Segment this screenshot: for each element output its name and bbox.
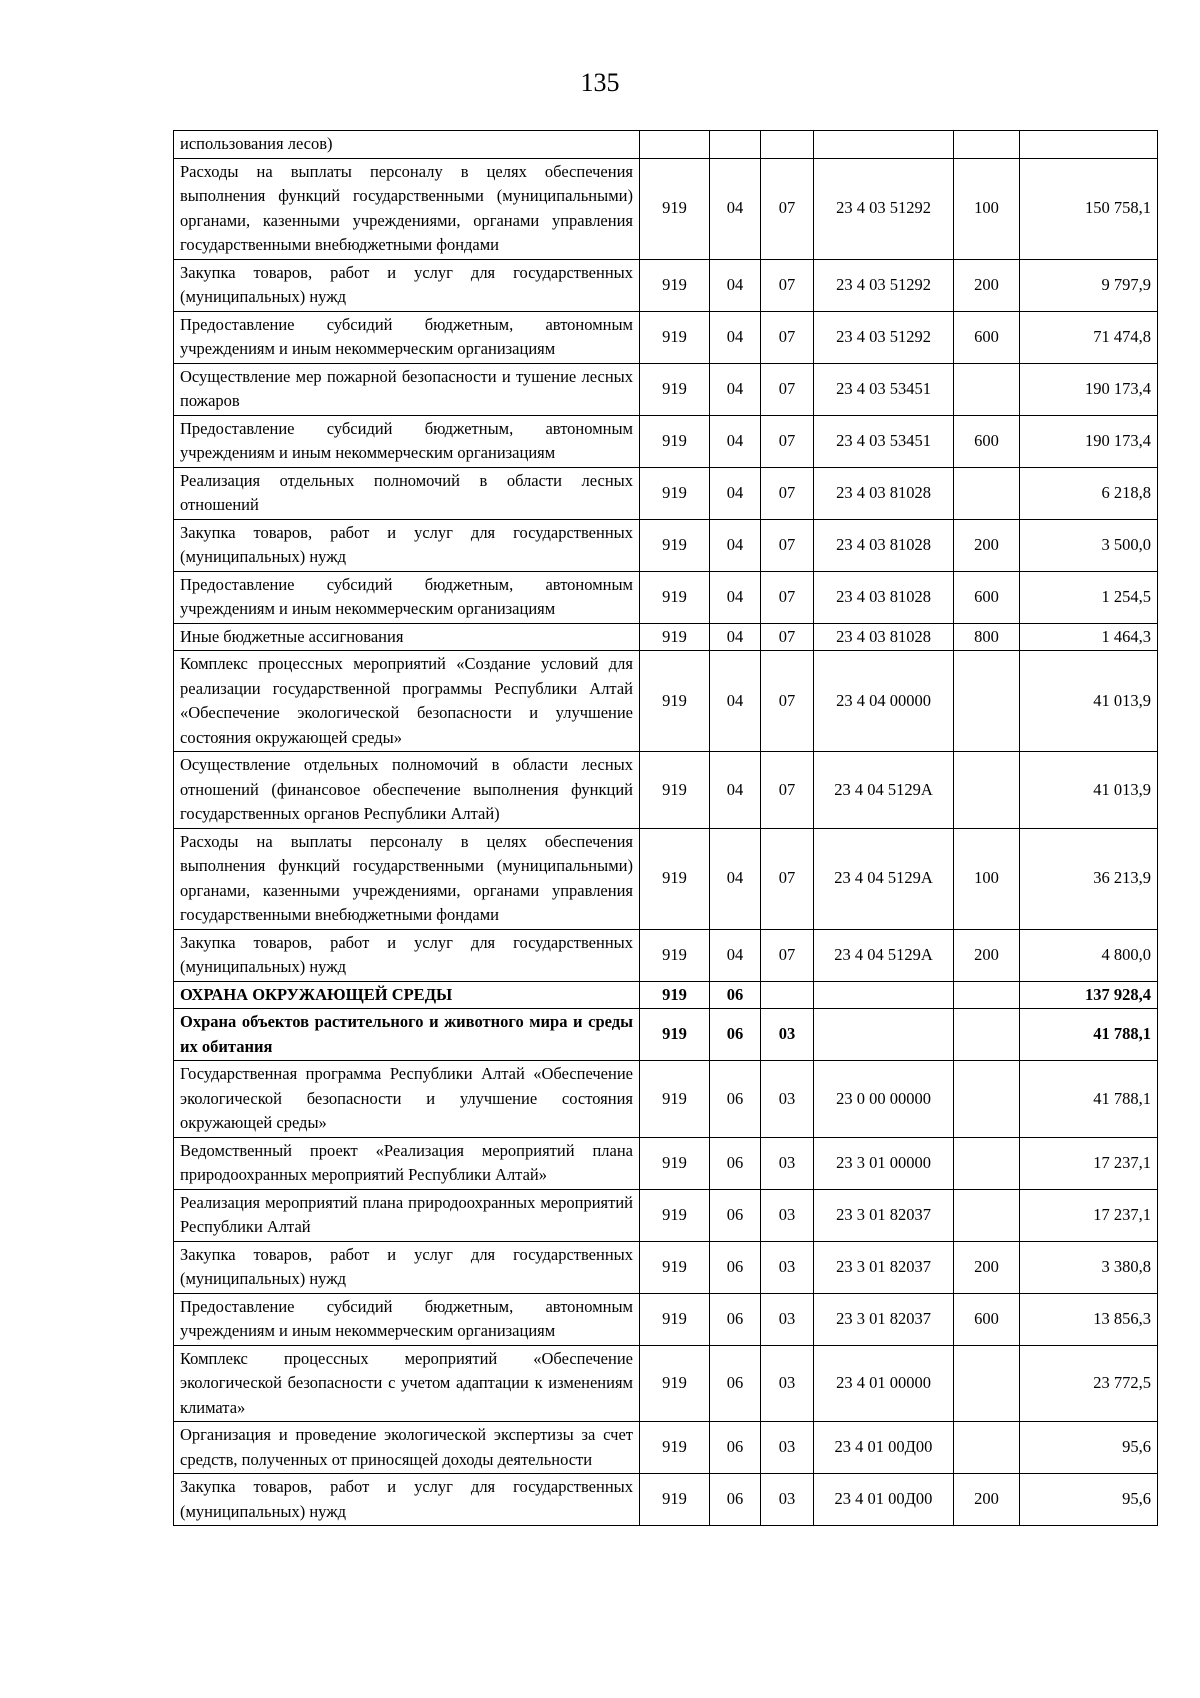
department-code-cell: 919 <box>640 752 710 829</box>
expense-type-code-cell: 800 <box>954 623 1020 651</box>
section-code-cell: 06 <box>710 1137 761 1189</box>
section-code-cell: 04 <box>710 651 761 752</box>
amount-cell: 6 218,8 <box>1020 467 1158 519</box>
item-name-cell: Реализация мероприятий плана природоохранных мероприятий Республики Алтай <box>174 1189 640 1241</box>
item-name-cell: Предоставление субсидий бюджетным, автономным учреждениям и иным некоммерческим организациям <box>174 311 640 363</box>
subsection-code-cell: 07 <box>761 519 814 571</box>
department-code-cell: 919 <box>640 363 710 415</box>
expense-type-code-cell <box>954 1422 1020 1474</box>
subsection-code-cell: 03 <box>761 1241 814 1293</box>
item-name-cell: Закупка товаров, работ и услуг для государственных (муниципальных) нужд <box>174 929 640 981</box>
department-code-cell: 919 <box>640 467 710 519</box>
department-code-cell: 919 <box>640 1345 710 1422</box>
amount-cell: 1 464,3 <box>1020 623 1158 651</box>
table-row <box>174 158 1158 259</box>
section-code-cell: 04 <box>710 259 761 311</box>
target-article-code-cell: 23 4 03 81028 <box>814 571 954 623</box>
target-article-code-cell: 23 4 03 51292 <box>814 259 954 311</box>
section-code-cell: 06 <box>710 981 761 1009</box>
department-code-cell: 919 <box>640 623 710 651</box>
item-name-cell: Реализация отдельных полномочий в области лесных отношений <box>174 467 640 519</box>
target-article-code-cell: 23 4 03 53451 <box>814 415 954 467</box>
target-article-code-cell: 23 4 01 00Д00 <box>814 1422 954 1474</box>
table-row <box>174 131 1158 159</box>
table-row <box>174 311 1158 363</box>
table-row <box>174 1241 1158 1293</box>
item-name-cell: Ведомственный проект «Реализация мероприятий плана природоохранных мероприятий Республики Алтай» <box>174 1137 640 1189</box>
subsection-code-cell: 03 <box>761 1009 814 1061</box>
department-code-cell: 919 <box>640 1189 710 1241</box>
subsection-code-cell: 07 <box>761 752 814 829</box>
department-code-cell: 919 <box>640 259 710 311</box>
table-row <box>174 828 1158 929</box>
item-name-cell: Закупка товаров, работ и услуг для государственных (муниципальных) нужд <box>174 519 640 571</box>
amount-cell: 17 237,1 <box>1020 1189 1158 1241</box>
target-article-code-cell: 23 3 01 82037 <box>814 1241 954 1293</box>
item-name-cell: Осуществление отдельных полномочий в области лесных отношений (финансовое обеспечение выполнения функций государственных органов Республики Алтай) <box>174 752 640 829</box>
table-row <box>174 571 1158 623</box>
target-article-code-cell: 23 4 03 51292 <box>814 311 954 363</box>
department-code-cell: 919 <box>640 1422 710 1474</box>
subsection-code-cell: 07 <box>761 467 814 519</box>
amount-cell: 1 254,5 <box>1020 571 1158 623</box>
subsection-code-cell: 07 <box>761 571 814 623</box>
amount-cell: 13 856,3 <box>1020 1293 1158 1345</box>
amount-cell: 150 758,1 <box>1020 158 1158 259</box>
expense-type-code-cell: 200 <box>954 929 1020 981</box>
section-code-cell: 04 <box>710 752 761 829</box>
subsection-code-cell: 03 <box>761 1293 814 1345</box>
table-row <box>174 1137 1158 1189</box>
amount-cell: 41 013,9 <box>1020 752 1158 829</box>
expense-type-code-cell: 600 <box>954 311 1020 363</box>
expense-type-code-cell <box>954 1189 1020 1241</box>
section-code-cell: 04 <box>710 519 761 571</box>
table-row <box>174 623 1158 651</box>
amount-cell: 95,6 <box>1020 1422 1158 1474</box>
section-code-cell: 04 <box>710 311 761 363</box>
amount-cell: 190 173,4 <box>1020 363 1158 415</box>
amount-cell: 41 788,1 <box>1020 1009 1158 1061</box>
item-name-cell: Расходы на выплаты персоналу в целях обеспечения выполнения функций государственными (муниципальными) органами, казенными учреждениями, органами управления государственными внебюджетными фондами <box>174 828 640 929</box>
amount-cell <box>1020 131 1158 159</box>
table-row <box>174 981 1158 1009</box>
target-article-code-cell: 23 4 03 53451 <box>814 363 954 415</box>
table-row <box>174 1422 1158 1474</box>
table-row <box>174 1474 1158 1526</box>
item-name-cell: Закупка товаров, работ и услуг для государственных (муниципальных) нужд <box>174 1241 640 1293</box>
expense-type-code-cell: 200 <box>954 259 1020 311</box>
table-row <box>174 1009 1158 1061</box>
department-code-cell: 919 <box>640 1293 710 1345</box>
subsection-code-cell: 07 <box>761 311 814 363</box>
department-code-cell: 919 <box>640 519 710 571</box>
amount-cell: 190 173,4 <box>1020 415 1158 467</box>
item-name-cell: Комплекс процессных мероприятий «Создание условий для реализации государственной программы Республики Алтай «Обеспечение экологической безопасности и улучшение состояния окружающей среды» <box>174 651 640 752</box>
subsection-code-cell <box>761 131 814 159</box>
expense-type-code-cell: 600 <box>954 571 1020 623</box>
item-name-cell: Предоставление субсидий бюджетным, автономным учреждениям и иным некоммерческим организациям <box>174 571 640 623</box>
budget-table <box>173 130 1158 1526</box>
expense-type-code-cell <box>954 363 1020 415</box>
item-name-cell: Расходы на выплаты персоналу в целях обеспечения выполнения функций государственными (муниципальными) органами, казенными учреждениями, органами управления государственными внебюджетными фондами <box>174 158 640 259</box>
expense-type-code-cell <box>954 1061 1020 1138</box>
amount-cell: 95,6 <box>1020 1474 1158 1526</box>
table-row <box>174 363 1158 415</box>
table-row <box>174 651 1158 752</box>
table-row <box>174 1345 1158 1422</box>
target-article-code-cell: 23 4 04 5129А <box>814 828 954 929</box>
target-article-code-cell: 23 3 01 00000 <box>814 1137 954 1189</box>
table-row <box>174 519 1158 571</box>
department-code-cell: 919 <box>640 1474 710 1526</box>
subsection-code-cell: 07 <box>761 929 814 981</box>
section-code-cell: 06 <box>710 1345 761 1422</box>
amount-cell: 4 800,0 <box>1020 929 1158 981</box>
expense-type-code-cell <box>954 131 1020 159</box>
table-row <box>174 1293 1158 1345</box>
amount-cell: 3 500,0 <box>1020 519 1158 571</box>
subsection-code-cell: 03 <box>761 1474 814 1526</box>
amount-cell: 17 237,1 <box>1020 1137 1158 1189</box>
section-code-cell: 04 <box>710 415 761 467</box>
page-number: 135 <box>580 68 620 97</box>
department-code-cell: 919 <box>640 415 710 467</box>
expense-type-code-cell <box>954 1345 1020 1422</box>
item-name-cell: Организация и проведение экологической экспертизы за счет средств, полученных от приносящей доходы деятельности <box>174 1422 640 1474</box>
target-article-code-cell: 23 4 04 5129А <box>814 752 954 829</box>
section-code-cell: 06 <box>710 1061 761 1138</box>
expense-type-code-cell <box>954 467 1020 519</box>
amount-cell: 137 928,4 <box>1020 981 1158 1009</box>
section-code-cell: 06 <box>710 1293 761 1345</box>
department-code-cell: 919 <box>640 1241 710 1293</box>
amount-cell: 41 788,1 <box>1020 1061 1158 1138</box>
table-body <box>174 131 1158 1526</box>
subsection-code-cell: 07 <box>761 623 814 651</box>
amount-cell: 36 213,9 <box>1020 828 1158 929</box>
subsection-code-cell: 03 <box>761 1422 814 1474</box>
expense-type-code-cell <box>954 651 1020 752</box>
department-code-cell: 919 <box>640 1009 710 1061</box>
item-name-cell: ОХРАНА ОКРУЖАЮЩЕЙ СРЕДЫ <box>174 981 640 1009</box>
expense-type-code-cell: 100 <box>954 828 1020 929</box>
department-code-cell <box>640 131 710 159</box>
subsection-code-cell: 07 <box>761 363 814 415</box>
department-code-cell: 919 <box>640 571 710 623</box>
expense-type-code-cell: 600 <box>954 1293 1020 1345</box>
expense-type-code-cell <box>954 981 1020 1009</box>
section-code-cell: 04 <box>710 623 761 651</box>
section-code-cell <box>710 131 761 159</box>
target-article-code-cell: 23 4 03 81028 <box>814 623 954 651</box>
department-code-cell: 919 <box>640 981 710 1009</box>
table-row <box>174 929 1158 981</box>
item-name-cell: Комплекс процессных мероприятий «Обеспечение экологической безопасности с учетом адаптации к изменениям климата» <box>174 1345 640 1422</box>
target-article-code-cell: 23 4 04 00000 <box>814 651 954 752</box>
target-article-code-cell <box>814 1009 954 1061</box>
item-name-cell: Осуществление мер пожарной безопасности и тушение лесных пожаров <box>174 363 640 415</box>
expense-type-code-cell: 600 <box>954 415 1020 467</box>
expense-type-code-cell: 200 <box>954 1241 1020 1293</box>
department-code-cell: 919 <box>640 311 710 363</box>
section-code-cell: 06 <box>710 1009 761 1061</box>
section-code-cell: 04 <box>710 363 761 415</box>
item-name-cell: Закупка товаров, работ и услуг для государственных (муниципальных) нужд <box>174 259 640 311</box>
target-article-code-cell: 23 4 03 51292 <box>814 158 954 259</box>
item-name-cell: Охрана объектов растительного и животного мира и среды их обитания <box>174 1009 640 1061</box>
department-code-cell: 919 <box>640 651 710 752</box>
subsection-code-cell: 07 <box>761 415 814 467</box>
section-code-cell: 06 <box>710 1422 761 1474</box>
amount-cell: 9 797,9 <box>1020 259 1158 311</box>
expense-type-code-cell <box>954 1137 1020 1189</box>
department-code-cell: 919 <box>640 1137 710 1189</box>
expense-type-code-cell <box>954 752 1020 829</box>
table-row <box>174 467 1158 519</box>
table-row <box>174 415 1158 467</box>
target-article-code-cell <box>814 131 954 159</box>
amount-cell: 23 772,5 <box>1020 1345 1158 1422</box>
subsection-code-cell: 03 <box>761 1189 814 1241</box>
expense-type-code-cell: 200 <box>954 519 1020 571</box>
item-name-cell: использования лесов) <box>174 131 640 159</box>
target-article-code-cell: 23 4 01 00000 <box>814 1345 954 1422</box>
target-article-code-cell: 23 0 00 00000 <box>814 1061 954 1138</box>
expense-type-code-cell <box>954 1009 1020 1061</box>
target-article-code-cell: 23 3 01 82037 <box>814 1293 954 1345</box>
section-code-cell: 04 <box>710 158 761 259</box>
subsection-code-cell: 07 <box>761 651 814 752</box>
item-name-cell: Предоставление субсидий бюджетным, автономным учреждениям и иным некоммерческим организациям <box>174 415 640 467</box>
subsection-code-cell: 07 <box>761 158 814 259</box>
target-article-code-cell: 23 3 01 82037 <box>814 1189 954 1241</box>
target-article-code-cell: 23 4 03 81028 <box>814 467 954 519</box>
item-name-cell: Государственная программа Республики Алтай «Обеспечение экологической безопасности и улучшение состояния окружающей среды» <box>174 1061 640 1138</box>
target-article-code-cell <box>814 981 954 1009</box>
table-row <box>174 259 1158 311</box>
amount-cell: 3 380,8 <box>1020 1241 1158 1293</box>
table-row <box>174 1061 1158 1138</box>
section-code-cell: 04 <box>710 929 761 981</box>
section-code-cell: 04 <box>710 571 761 623</box>
department-code-cell: 919 <box>640 929 710 981</box>
section-code-cell: 04 <box>710 467 761 519</box>
subsection-code-cell: 07 <box>761 259 814 311</box>
expense-type-code-cell: 200 <box>954 1474 1020 1526</box>
subsection-code-cell: 07 <box>761 828 814 929</box>
department-code-cell: 919 <box>640 1061 710 1138</box>
subsection-code-cell: 03 <box>761 1137 814 1189</box>
subsection-code-cell: 03 <box>761 1345 814 1422</box>
section-code-cell: 04 <box>710 828 761 929</box>
item-name-cell: Иные бюджетные ассигнования <box>174 623 640 651</box>
department-code-cell: 919 <box>640 158 710 259</box>
target-article-code-cell: 23 4 04 5129А <box>814 929 954 981</box>
expense-type-code-cell: 100 <box>954 158 1020 259</box>
item-name-cell: Предоставление субсидий бюджетным, автономным учреждениям и иным некоммерческим организациям <box>174 1293 640 1345</box>
target-article-code-cell: 23 4 03 81028 <box>814 519 954 571</box>
table-row <box>174 752 1158 829</box>
section-code-cell: 06 <box>710 1474 761 1526</box>
table-row <box>174 1189 1158 1241</box>
section-code-cell: 06 <box>710 1189 761 1241</box>
subsection-code-cell <box>761 981 814 1009</box>
amount-cell: 71 474,8 <box>1020 311 1158 363</box>
section-code-cell: 06 <box>710 1241 761 1293</box>
target-article-code-cell: 23 4 01 00Д00 <box>814 1474 954 1526</box>
amount-cell: 41 013,9 <box>1020 651 1158 752</box>
item-name-cell: Закупка товаров, работ и услуг для государственных (муниципальных) нужд <box>174 1474 640 1526</box>
subsection-code-cell: 03 <box>761 1061 814 1138</box>
department-code-cell: 919 <box>640 828 710 929</box>
